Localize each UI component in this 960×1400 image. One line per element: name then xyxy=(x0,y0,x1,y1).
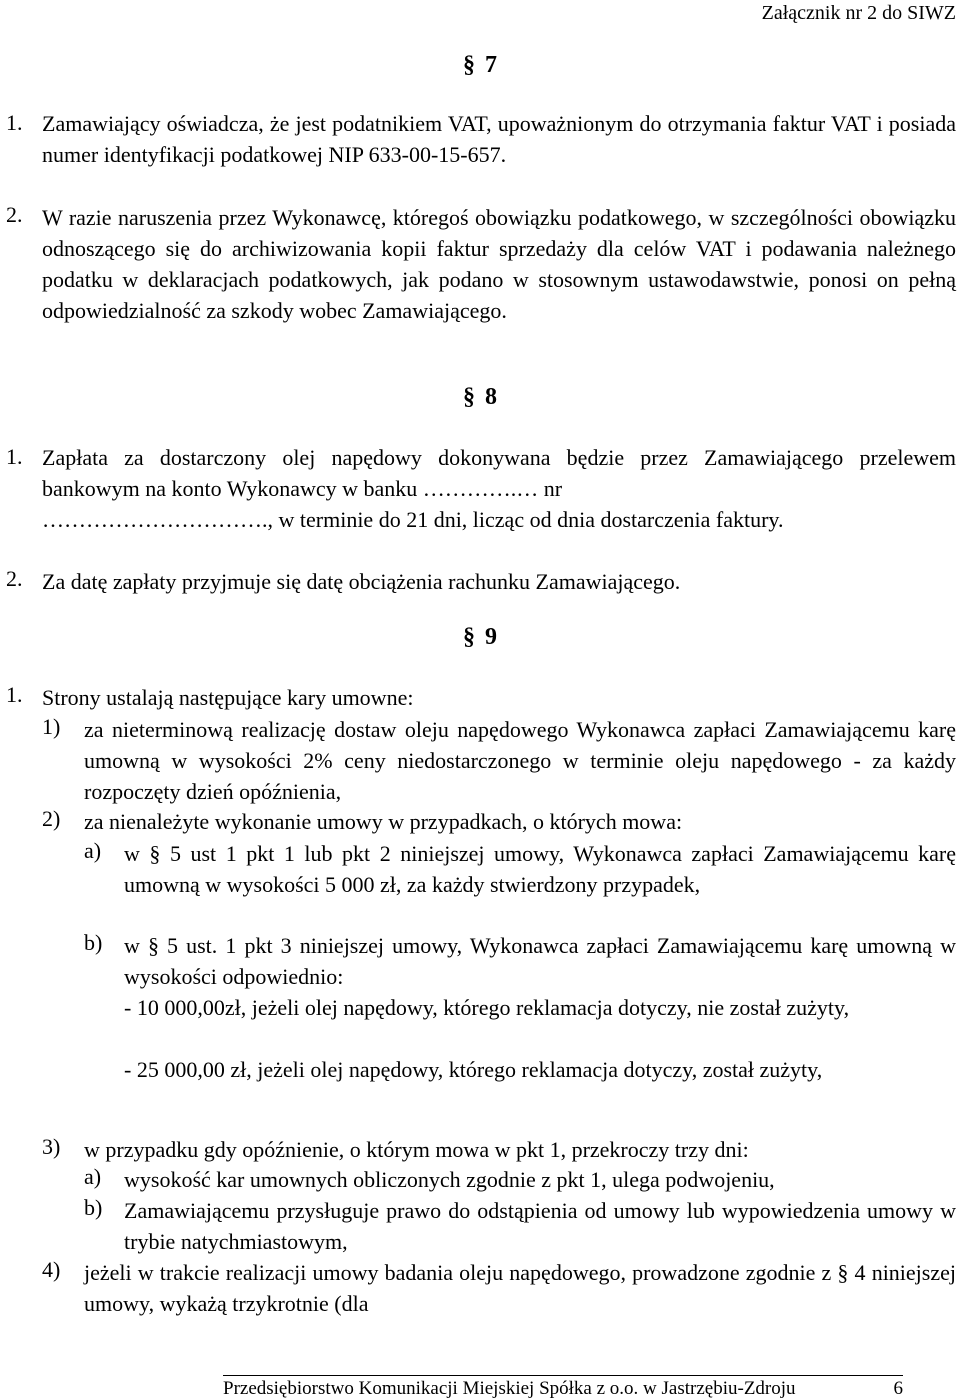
section-number: 7 xyxy=(485,52,497,78)
s9-item3b-text: Zamawiającemu przysługuje prawo do odstąpienia od umowy lub wypowiedzenia umowy w trybie natychmiastowym, xyxy=(124,1198,956,1254)
s9-item2-number: 2) xyxy=(42,806,61,831)
s9-item2a-text: w § 5 ust 1 pkt 1 lub pkt 2 niniejszej umowy, Wykonawca zapłaci Zamawiającemu karę umowną w wysokości 5 000 zł, za każdy stwierdzony przypadek, xyxy=(124,841,956,897)
attachment-header: Załącznik nr 2 do SIWZ xyxy=(761,2,956,24)
s9-item2b-text: w § 5 ust. 1 pkt 3 niniejszej umowy, Wykonawca zapłaci Zamawiającemu karę umowną w wysokości odpowiednio: xyxy=(124,933,956,989)
s9-p1-text: Strony ustalają następujące kary umowne: xyxy=(42,685,414,710)
s9-item2a-letter: a) xyxy=(84,838,102,863)
section-7-heading xyxy=(0,52,960,79)
section-sign: § xyxy=(463,624,475,650)
s9-item3-number: 3) xyxy=(42,1134,61,1159)
s9-item2-text: za nienależyte wykonanie umowy w przypadkach, o których mowa: xyxy=(84,809,683,834)
page-number: 6 xyxy=(893,1378,903,1399)
s7-p2-text: W razie naruszenia przez Wykonawcę, któregoś obowiązku podatkowego, w szczególności obowiązku odnoszącego się do archiwizowania kopii faktur sprzedaży dla celów VAT i podawania należnego podatku w deklaracjach podatkowych, jak podano w stosownym ustawodawstwie, ponosi on pełną odpowiedzialność za szkody wobec Zamawiającego. xyxy=(42,205,956,323)
s9-p1-number: 1. xyxy=(6,682,23,707)
s8-p2-text: Za datę zapłaty przyjmuje się datę obciążenia rachunku Zamawiającego. xyxy=(42,569,681,594)
s9-item2b-letter: b) xyxy=(84,930,103,955)
s8-p1-text-b: …………………………., w terminie do 21 dni, licząc od dnia dostarczenia faktury. xyxy=(42,507,784,532)
footer-company: Przedsiębiorstwo Komunikacji Miejskiej Spółka z o.o. w Jastrzębiu-Zdroju xyxy=(223,1378,796,1399)
s9-item3a-letter: a) xyxy=(84,1164,102,1189)
s9-penalty-dash-2: - 25 000,00 zł, jeżeli olej napędowy, którego reklamacja dotyczy, został zużyty, xyxy=(124,1057,823,1082)
s9-item4-number: 4) xyxy=(42,1257,61,1282)
section-number: 8 xyxy=(485,384,497,410)
section-8-heading xyxy=(0,384,960,411)
s8-p1-number: 1. xyxy=(6,444,23,469)
s8-p1-text-a: Zapłata za dostarczony olej napędowy dokonywana będzie przez Zamawiającego przelewem bankowym na konto Wykonawcy w banku ………….… nr xyxy=(42,445,956,501)
section-sign: § xyxy=(463,52,475,78)
s8-p2-number: 2. xyxy=(6,566,23,591)
page-footer xyxy=(223,1375,903,1400)
s9-item1-text: za nieterminową realizację dostaw oleju napędowego Wykonawca zapłaci Zamawiającemu karę umowną w wysokości 2% ceny niedostarczonego w terminie oleju napędowego - za każdy rozpoczęty dzień opóźnienia, xyxy=(84,717,956,804)
s7-p1-text: Zamawiający oświadcza, że jest podatnikiem VAT, upoważnionym do otrzymania faktur VAT i posiada numer identyfikacji podatkowej NIP 633-00-15-657. xyxy=(42,111,956,167)
s7-p2-number: 2. xyxy=(6,202,23,227)
s9-item3a-text: wysokość kar umownych obliczonych zgodnie z pkt 1, ulega podwojeniu, xyxy=(124,1167,775,1192)
section-9-heading xyxy=(0,624,960,651)
s7-p1-number: 1. xyxy=(6,110,23,135)
s9-penalty-dash-1: - 10 000,00zł, jeżeli olej napędowy, którego reklamacja dotyczy, nie został zużyty, xyxy=(124,995,850,1020)
section-sign: § xyxy=(463,384,475,410)
section-number: 9 xyxy=(485,624,497,650)
s9-item3-text: w przypadku gdy opóźnienie, o którym mowa w pkt 1, przekroczy trzy dni: xyxy=(84,1137,749,1162)
s9-item4-text: jeżeli w trakcie realizacji umowy badania oleju napędowego, prowadzone zgodnie z § 4 niniejszej umowy, wykażą trzykrotnie (dla xyxy=(84,1260,956,1316)
s9-item3b-letter: b) xyxy=(84,1195,103,1220)
s9-item1-number: 1) xyxy=(42,714,61,739)
